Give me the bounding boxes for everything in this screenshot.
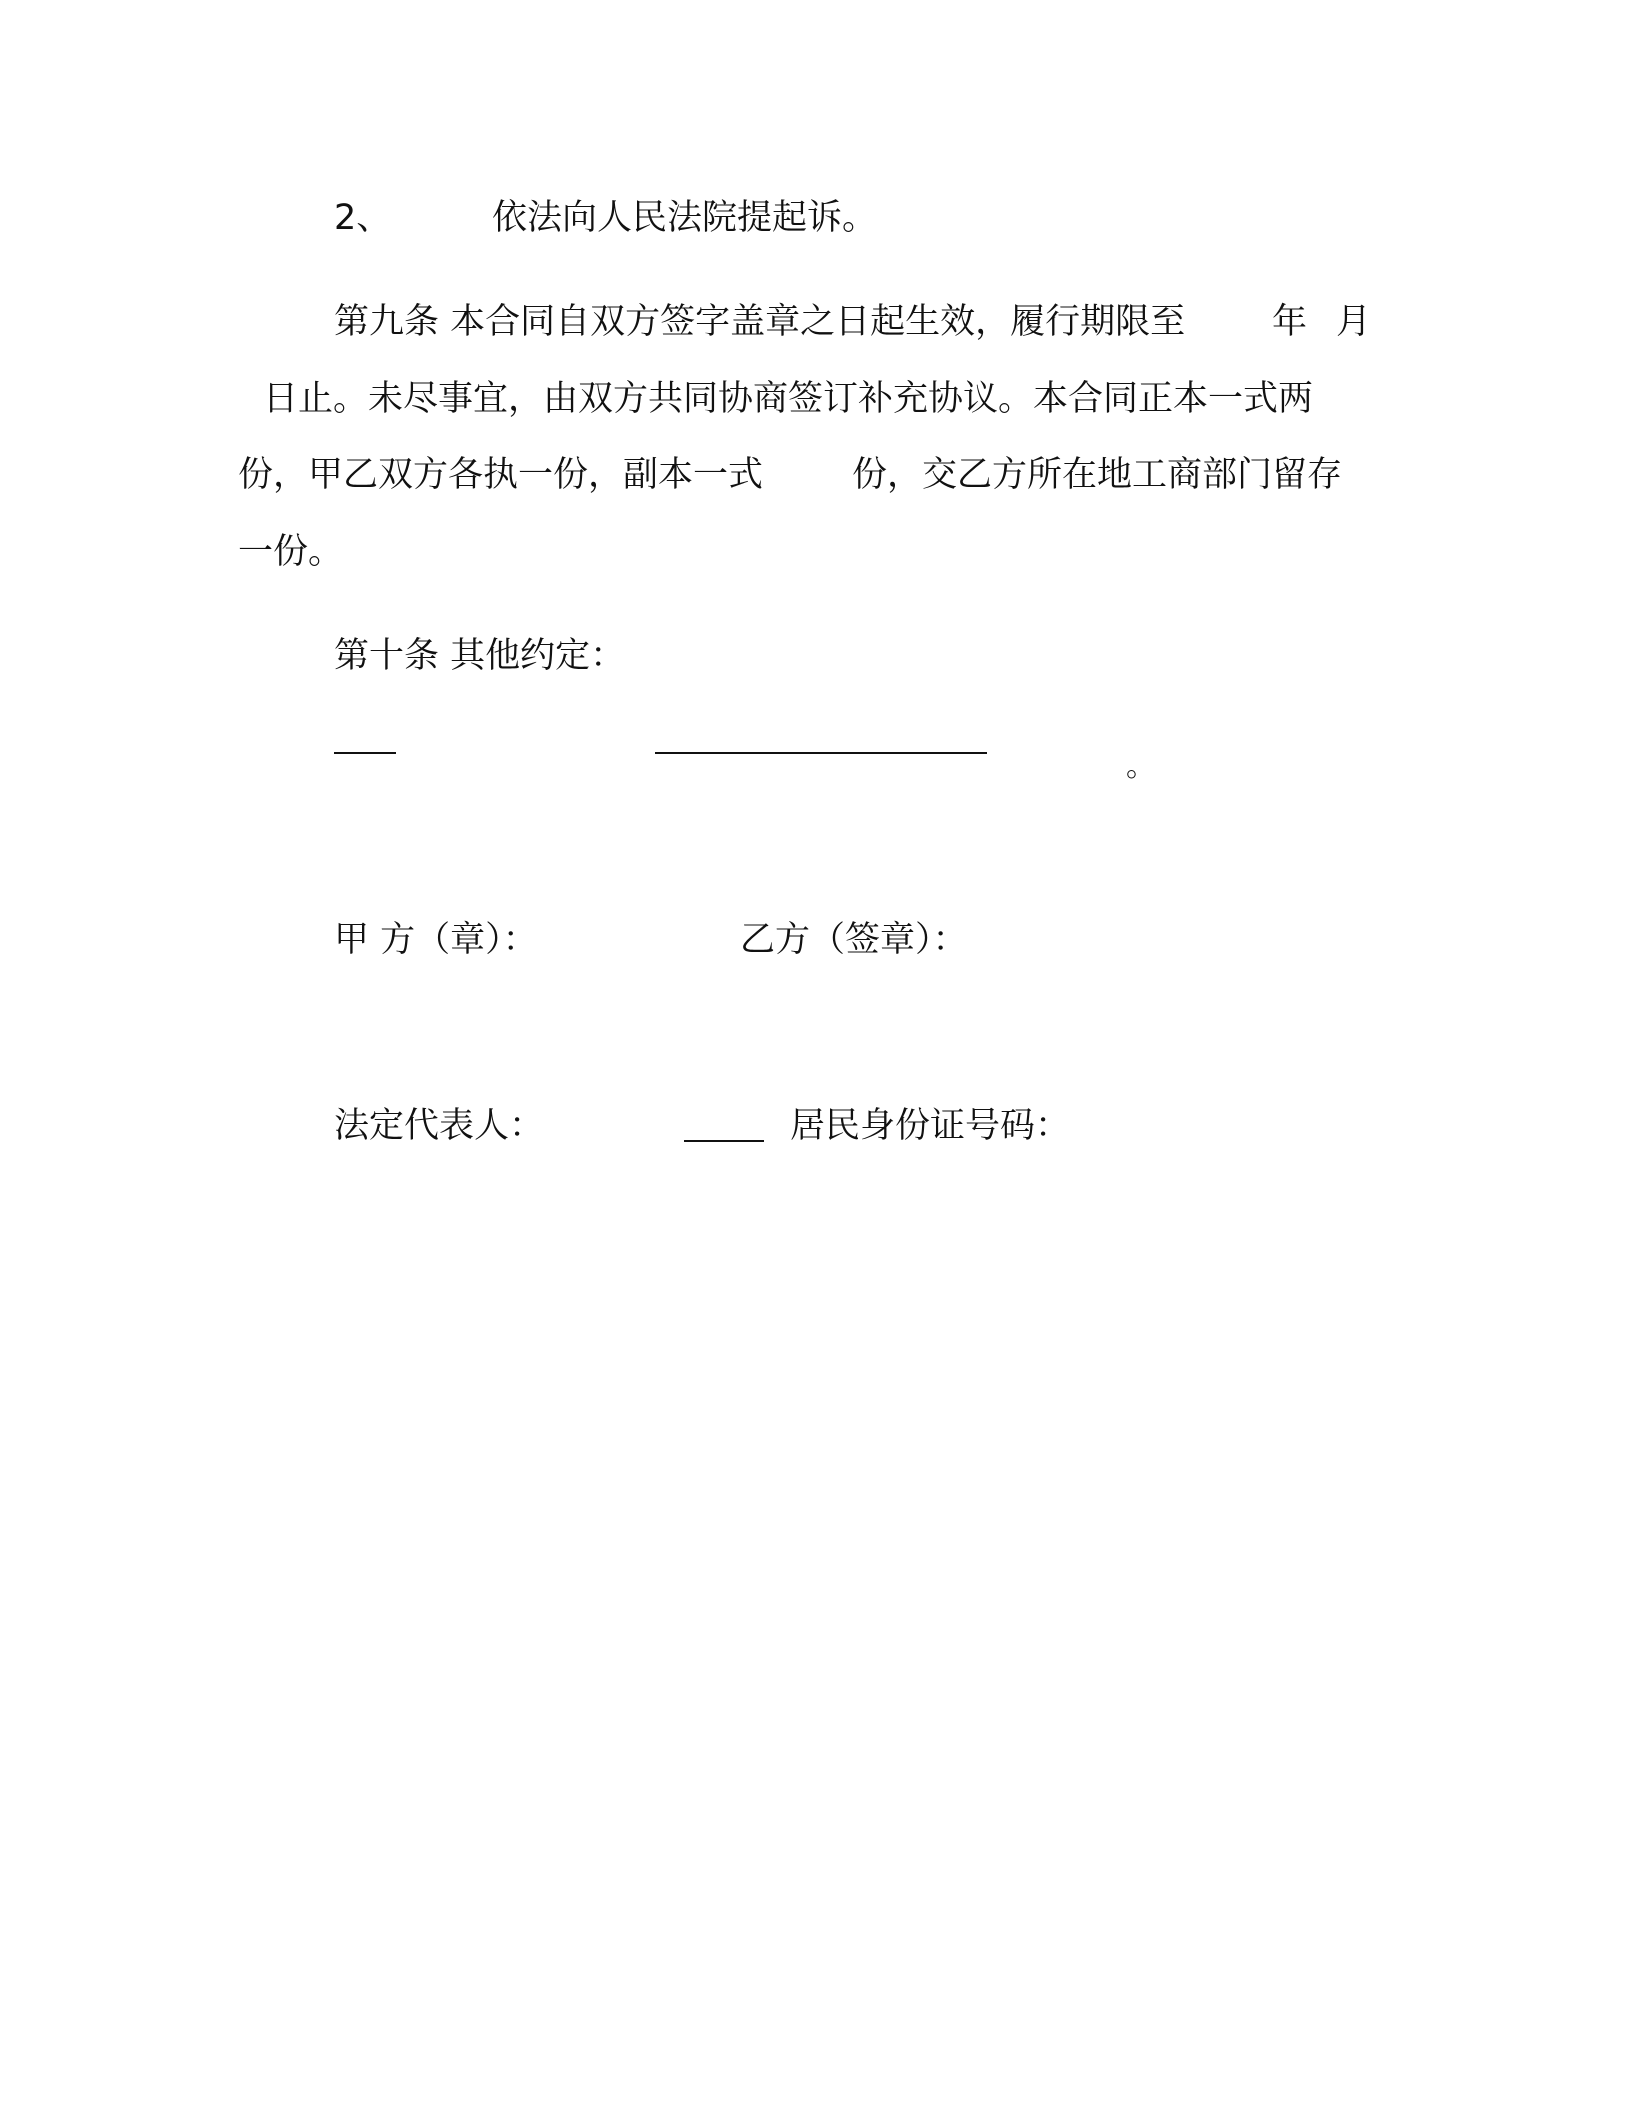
clause10-end-mark: 。 — [1126, 749, 1156, 784]
fill-blank-rep — [684, 1140, 764, 1142]
clause9-line4: 一份。 — [238, 532, 344, 572]
fill-blank-long — [655, 752, 987, 754]
clause9-line1: 第九条 本合同自双方签字盖章之日起生效，履行期限至 — [334, 302, 1186, 342]
clause-item-text: 依法向人民法院提起诉。 — [492, 198, 878, 238]
clause10-heading: 第十条 其他约定： — [334, 636, 626, 676]
clause9-month: 月 — [1336, 302, 1372, 342]
clause9-line3a: 份，甲乙双方各执一份，副本一式 — [238, 455, 764, 495]
party-a-seal-label: 甲 方（章）： — [334, 920, 538, 960]
id-number-label: 居民身份证号码： — [790, 1106, 1071, 1146]
clause-item-number: 2、 — [334, 198, 392, 238]
legal-representative-label: 法定代表人： — [334, 1106, 545, 1146]
clause9-line3b: 份，交乙方所在地工商部门留存 — [852, 455, 1343, 495]
party-b-signature-label: 乙方（签章）： — [740, 920, 968, 960]
clause9-year: 年 — [1272, 302, 1308, 342]
clause9-line2: 日止。未尽事宜，由双方共同协商签订补充协议。本合同正本一式两 — [263, 379, 1314, 419]
fill-blank-short — [334, 752, 396, 754]
